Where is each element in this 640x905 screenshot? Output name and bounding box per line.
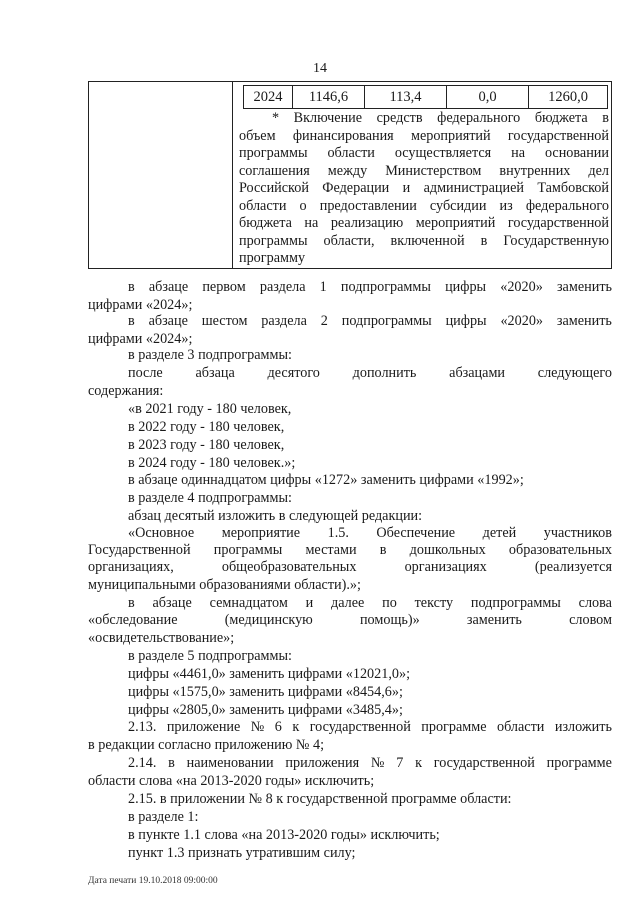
body-line <box>128 279 612 295</box>
word: 1.5. <box>327 525 349 541</box>
word: программы <box>213 542 283 558</box>
body-line: в разделе 5 подпрограммы: <box>128 648 292 664</box>
body-line: абзац десятый изложить в следующей редакции: <box>128 508 423 524</box>
body-line <box>128 719 612 735</box>
word: Обеспечение <box>376 525 456 541</box>
footnote-line: программы области, включенной в Государственную <box>239 232 609 249</box>
body-line: «освидетельствование»; <box>88 630 235 646</box>
word: слова <box>578 595 612 611</box>
word: шестом <box>201 313 248 329</box>
body-line: в 2024 году - 180 человек.»; <box>128 455 296 471</box>
word: «обследование <box>88 612 178 628</box>
word: приложение <box>166 719 241 735</box>
body-line: 2.15. в приложении № 8 к государственной программе области: <box>128 791 512 807</box>
body-line: пункт 1.3 признать утратившим силу; <box>128 845 356 861</box>
footnote-line: бюджета на реализацию мероприятий государственной <box>239 215 609 231</box>
year-cell: 2024 <box>244 86 293 108</box>
body-line: в разделе 4 подпрограммы: <box>128 490 292 506</box>
word: раздела <box>261 313 307 329</box>
sum-cell: 1260,0 <box>548 88 588 105</box>
word: в <box>379 542 387 558</box>
word: десятого <box>267 365 320 381</box>
regional-cell: 0,0 <box>447 86 529 108</box>
federal-cell: 113,4 <box>365 86 447 108</box>
body-line: содержания: <box>88 383 164 399</box>
footnote-line: соглашения между Министерством внутренних дел <box>239 162 609 179</box>
body-line <box>88 542 612 558</box>
body-line: в редакции согласно приложению № 4; <box>88 737 325 753</box>
word: организациях <box>404 559 487 575</box>
word: подпрограммы <box>470 595 561 611</box>
word: государственной <box>433 755 535 771</box>
body-line: цифры «4461,0» заменить цифрами «12021,0»; <box>128 666 411 682</box>
table-footnote <box>239 110 609 268</box>
word: № <box>370 755 385 771</box>
word: первом <box>202 279 246 295</box>
word: «2020» <box>500 279 543 295</box>
word: области <box>496 719 545 735</box>
word: в <box>128 279 135 295</box>
body-line: в пункте 1.1 слова «на 2013-2020 годы» исключить; <box>128 827 440 843</box>
word: после <box>128 365 163 381</box>
body-line: в 2022 году - 180 человек, <box>128 419 285 435</box>
word: к <box>292 719 300 735</box>
body-line: цифры «2805,0» заменить цифрами «3485,4»; <box>128 702 403 718</box>
word: в <box>128 313 135 329</box>
word: образовательных <box>508 542 612 558</box>
body-line: «в 2021 году - 180 человек, <box>128 401 292 417</box>
word: цифры <box>445 279 487 295</box>
word: заменить <box>556 313 612 329</box>
total-cell: 1146,6 <box>293 86 365 108</box>
word: абзаце <box>152 595 192 611</box>
body-line <box>128 313 612 329</box>
body-line: цифрами «2024»; <box>88 297 193 313</box>
word: тексту <box>414 595 454 611</box>
body-line: в разделе 3 подпрограммы: <box>128 347 292 363</box>
word: изложить <box>554 719 612 735</box>
footnote-line: * Включение средств федерального бюджета в <box>272 110 609 126</box>
word: «2020» <box>500 313 544 329</box>
word: абзаца <box>195 365 235 381</box>
word: (реализуется <box>534 559 612 575</box>
word: дополнить <box>352 365 417 381</box>
body-line: в абзаце одиннадцатом цифры «1272» заменить цифрами «1992»; <box>128 472 524 488</box>
word: общеобразовательных <box>221 559 357 575</box>
word: абзаце <box>148 279 189 295</box>
word: 2 <box>320 313 328 329</box>
body-line <box>88 612 612 628</box>
body-line <box>128 755 612 771</box>
word: в <box>128 595 135 611</box>
print-date: Дата печати 19.10.2018 09:00:00 <box>88 876 218 886</box>
word: мероприятие <box>221 525 301 541</box>
word: к <box>415 755 422 771</box>
footnote-line: программы области осуществляется на основании <box>239 145 609 161</box>
word: следующего <box>537 365 612 381</box>
body-line <box>128 365 612 381</box>
word: государственной <box>309 719 411 735</box>
body-line <box>88 559 612 575</box>
footnote-line: области о предоставлении субсидии из федерального <box>239 197 609 214</box>
word: в <box>168 755 175 771</box>
word: местами <box>305 542 357 558</box>
word: детей <box>482 525 517 541</box>
word: помощь)» <box>359 612 420 628</box>
body-line <box>128 525 612 541</box>
table-fragment <box>88 81 612 269</box>
word: программе <box>546 755 612 771</box>
word: заменить <box>556 279 612 295</box>
body-line <box>128 595 612 611</box>
word: 7 <box>396 755 404 771</box>
word: далее <box>331 595 365 611</box>
word: по <box>382 595 397 611</box>
word: организациях, <box>88 559 174 575</box>
word: подпрограммы <box>341 313 432 329</box>
word: приложения <box>285 755 360 771</box>
table-divider <box>232 82 233 268</box>
word: «Основное <box>128 525 195 541</box>
word: заменить <box>466 612 522 628</box>
word: абзаце <box>148 313 188 329</box>
word: № <box>250 719 265 735</box>
word: Государственной <box>88 542 191 558</box>
body-line: в разделе 1: <box>128 809 199 825</box>
table-row-2024 <box>243 85 608 109</box>
word: абзацами <box>449 365 506 381</box>
word: 6 <box>274 719 282 735</box>
body-line: муниципальными образованиями области).»; <box>88 577 361 593</box>
body-line: цифрами «2024»; <box>88 331 193 347</box>
word: 2.14. <box>128 755 157 771</box>
word: словом <box>569 612 612 628</box>
word: 2.13. <box>128 719 157 735</box>
footnote-line: объем финансирования мероприятий государственной <box>239 127 609 144</box>
body-line: цифры «1575,0» заменить цифрами «8454,6»; <box>128 684 403 700</box>
word: семнадцатом <box>209 595 288 611</box>
word: и <box>305 595 314 611</box>
word: подпрограммы <box>340 279 431 295</box>
body-line: в 2023 году - 180 человек, <box>128 437 285 453</box>
page-number: 14 <box>313 61 327 76</box>
word: программе <box>421 719 487 735</box>
word: участников <box>543 525 612 541</box>
word: (медицинскую <box>224 612 313 628</box>
footnote-line: программу <box>239 250 306 266</box>
word: дошкольных <box>409 542 486 558</box>
word: раздела <box>259 279 306 295</box>
word: 1 <box>319 279 327 295</box>
word: цифры <box>445 313 487 329</box>
body-line: области слова «на 2013-2020 годы» исключить; <box>88 773 375 789</box>
word: наименовании <box>186 755 274 771</box>
footnote-line: Российской Федерации и администрацией Тамбовской <box>239 180 609 196</box>
